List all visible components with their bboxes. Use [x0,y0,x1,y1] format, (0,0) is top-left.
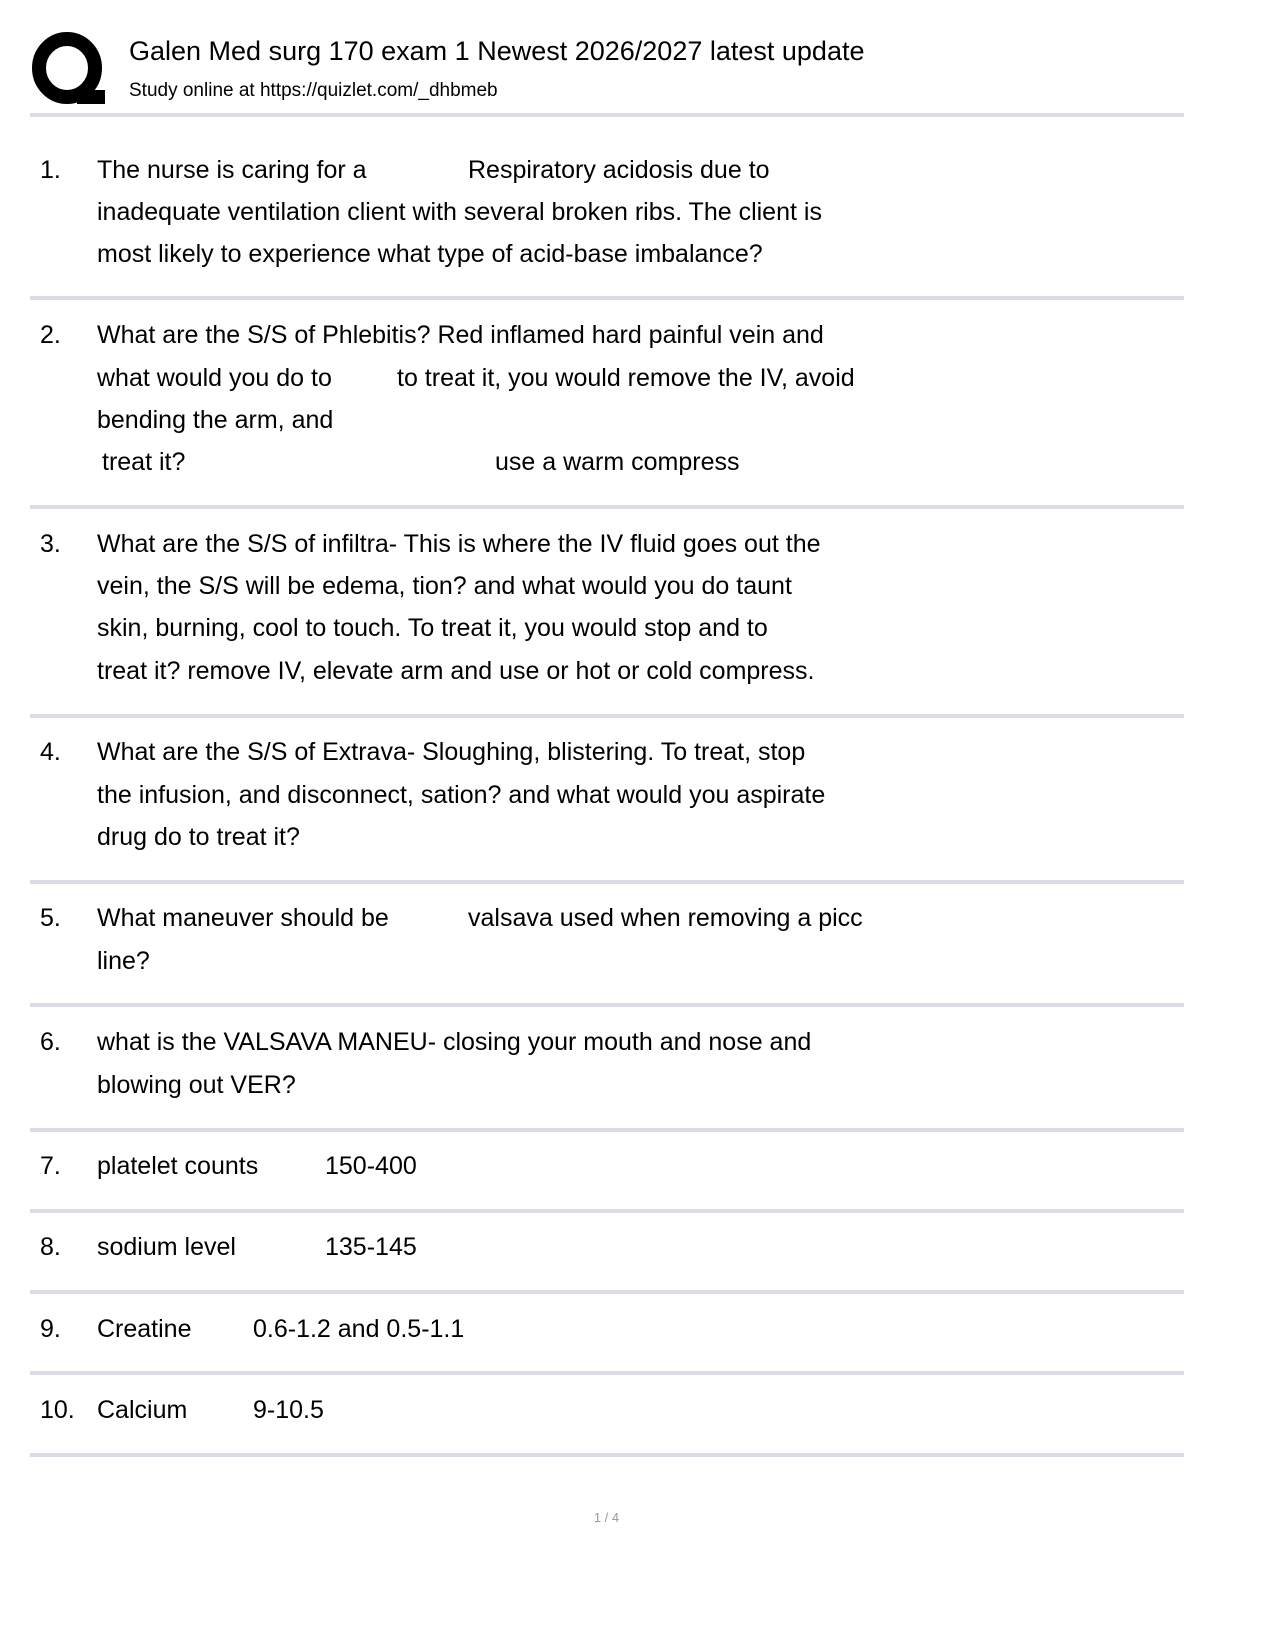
divider [30,1209,1184,1213]
item-number: 7. [40,1152,61,1180]
item-text: drug do to treat it? [97,823,300,851]
divider [30,296,1184,300]
item-number: 2. [40,321,61,349]
study-online-link[interactable]: Study online at https://quizlet.com/_dhbmeb [129,80,498,101]
definition-text: 9-10.5 [253,1396,324,1424]
term-text: The nurse is caring for a [97,156,367,184]
definition-text: 135-145 [325,1233,417,1261]
page-number: 1 / 4 [593,1510,620,1525]
item-number: 5. [40,904,61,932]
item-number: 1. [40,156,61,184]
item-number: 8. [40,1233,61,1261]
divider [30,1453,1184,1457]
divider [30,714,1184,718]
definition-text: valsava used when removing a picc [468,904,863,932]
term-text: platelet counts [97,1152,259,1180]
term-text: What maneuver should be [97,904,389,932]
definition-text: to treat it, you would remove the IV, avoid [397,364,855,392]
item-number: 9. [40,1315,61,1343]
divider [30,1290,1184,1294]
term-text: treat it? [102,448,186,476]
item-number: 10. [40,1396,75,1424]
item-number: 4. [40,738,61,766]
item-text: line? [97,947,150,975]
definition-text: use a warm compress [495,448,740,476]
divider [30,1128,1184,1132]
divider [30,113,1184,117]
item-text: the infusion, and disconnect, sation? and what would you aspirate [97,781,826,809]
item-text: treat it? remove IV, elevate arm and use or hot or cold compress. [97,657,815,685]
item-text: blowing out VER? [97,1071,296,1099]
divider [30,505,1184,509]
divider [30,1003,1184,1007]
divider [30,1371,1184,1375]
term-text: what would you do to [97,364,332,392]
term-text: sodium level [97,1233,236,1261]
item-text: inadequate ventilation client with several broken ribs. The client is [97,198,822,226]
item-text: most likely to experience what type of acid-base imbalance? [97,240,763,268]
divider [30,880,1184,884]
term-text: Creatine [97,1315,192,1343]
item-text: What are the S/S of infiltra- This is where the IV fluid goes out the [97,530,821,558]
item-text: What are the S/S of Phlebitis? Red inflamed hard painful vein and [97,321,824,349]
item-text: bending the arm, and [97,406,334,434]
item-text: vein, the S/S will be edema, tion? and what would you do taunt [97,572,792,600]
document-title: Galen Med surg 170 exam 1 Newest 2026/2027 latest update [129,36,865,66]
item-text: what is the VALSAVA MANEU- closing your mouth and nose and [97,1028,812,1056]
definition-text: Respiratory acidosis due to [468,156,770,184]
quizlet-logo-icon [31,32,107,108]
item-text: skin, burning, cool to touch. To treat it, you would stop and to [97,614,768,642]
definition-text: 0.6-1.2 and 0.5-1.1 [253,1315,465,1343]
item-number: 3. [40,530,61,558]
term-text: Calcium [97,1396,188,1424]
item-number: 6. [40,1028,61,1056]
definition-text: 150-400 [325,1152,417,1180]
item-text: What are the S/S of Extrava- Sloughing, blistering. To treat, stop [97,738,806,766]
